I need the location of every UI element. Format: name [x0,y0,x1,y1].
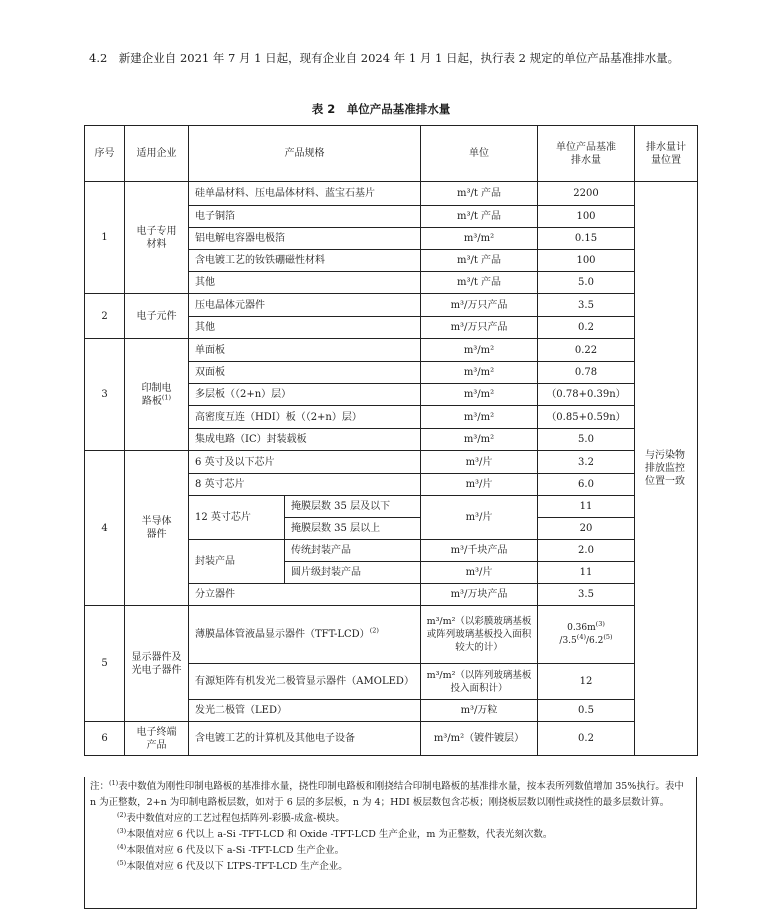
product-spec [189,606,421,664]
group-no: 5 [85,606,125,722]
product-unit: m³/片 [421,496,538,540]
product-spec: 其他 [189,272,421,294]
product-unit: m³/m²（镀件镀层） [421,722,538,756]
drain-value: 0.15 [538,228,635,250]
product-spec: 多层板（（2+n）层） [189,384,421,406]
product-spec-main: 12 英寸芯片 [189,496,285,540]
product-unit: m³/m² [421,362,538,384]
drain-value: 100 [538,250,635,272]
drain-value: 0.2 [538,317,635,339]
product-unit: m³/万只产品 [421,317,538,339]
product-spec: 8 英寸芯片 [189,474,421,496]
header-location: 排水量计量位置 [635,126,698,182]
drain-value: （0.78+0.39n） [538,384,635,406]
product-spec-sub: 掩膜层数 35 层以上 [285,518,421,540]
product-unit: m³/万只产品 [421,294,538,317]
product-unit: m³/t 产品 [421,206,538,228]
drain-value-a: 0.36m [567,622,596,633]
drain-value: 100 [538,206,635,228]
table-row [85,606,698,664]
note-5 [90,859,691,875]
product-spec: 单面板 [189,339,421,362]
footnote-mark: (3) [117,826,127,835]
footnote-mark: (4) [117,842,127,851]
note-2-text: 表中数值对应的工艺过程包括阵列-彩膜-成盒-模块。 [126,813,345,824]
drain-value: 11 [538,562,635,584]
drain-value: 3.5 [538,584,635,606]
drain-value: 3.5 [538,294,635,317]
product-spec: 其他 [189,317,421,339]
header-drain: 单位产品基准排水量 [538,126,635,182]
header-enterprise: 适用企业 [125,126,189,182]
product-unit: m³/千块产品 [421,540,538,562]
product-unit: m³/万块产品 [421,584,538,606]
group-enterprise: 显示器件及光电子器件 [125,606,189,722]
drain-value: 12 [538,664,635,700]
product-unit: m³/m² [421,228,538,250]
note-prefix: 注： [90,781,110,792]
product-unit: m³/片 [421,451,538,474]
table-row [85,339,698,362]
product-spec-text: 薄膜晶体管液晶显示器件（TFT-LCD） [195,629,370,640]
group-no: 2 [85,294,125,339]
product-spec: 发光二极管（LED） [189,700,421,722]
product-unit: m³/m²（以阵列玻璃基板投入面积计） [421,664,538,700]
group-no: 4 [85,451,125,606]
drain-value: 5.0 [538,429,635,451]
table-row [85,722,698,756]
footnote-ref: (4) [576,632,586,641]
drain-value: 0.5 [538,700,635,722]
drain-value: 6.0 [538,474,635,496]
product-spec: 电子铜箔 [189,206,421,228]
table-caption: 表 2 单位产品基准排水量 [311,102,451,116]
group-enterprise: 电子专用材料 [125,182,189,294]
product-unit: m³/片 [421,474,538,496]
table-header-row [85,126,698,182]
drain-value-c: /6.2 [586,635,604,646]
footnote-ref: (2) [369,626,379,635]
drain-value: 11 [538,496,635,518]
note-5-text: 本限值对应 6 代及以下 LTPS-TFT-LCD 生产企业。 [126,861,348,872]
product-spec-sub: 掩膜层数 35 层及以下 [285,496,421,518]
product-unit: m³/m²（以彩膜玻璃基板或阵列玻璃基板投入面积较大的计） [421,606,538,664]
footnote-ref: (3) [595,619,605,628]
drain-value: 0.22 [538,339,635,362]
product-spec: 含电镀工艺的计算机及其他电子设备 [189,722,421,756]
note-1 [90,779,691,811]
drain-value [538,606,635,664]
group-enterprise: 半导体器件 [125,451,189,606]
location-value [635,182,698,756]
group-enterprise-text: 印制电路板 [141,382,172,407]
product-spec: 压电晶体元器件 [189,294,421,317]
note-3-text: 本限值对应 6 代以上 a-Si -TFT-LCD 和 Oxide -TFT-LCD 生产企业，m 为正整数，代表光刻次数。 [126,829,553,840]
location-text: 与污染物排放监控位置一致 [645,450,685,487]
group-no: 6 [85,722,125,756]
product-spec-sub: 圆片级封装产品 [285,562,421,584]
product-unit: m³/m² [421,384,538,406]
header-unit: 单位 [421,126,538,182]
drain-value-b: /3.5 [559,635,577,646]
product-spec: 双面板 [189,362,421,384]
drain-value: 2200 [538,182,635,206]
drain-value: 2.0 [538,540,635,562]
note-4 [90,843,691,859]
header-no: 序号 [85,126,125,182]
note-3 [90,827,691,843]
product-spec: 含电镀工艺的钕铁硼磁性材料 [189,250,421,272]
drain-value: 0.2 [538,722,635,756]
product-unit: m³/片 [421,562,538,584]
footnote-ref: (5) [603,632,613,641]
product-unit: m³/t 产品 [421,272,538,294]
group-no: 3 [85,339,125,451]
drain-value: 5.0 [538,272,635,294]
footnote-ref: (1) [161,393,172,402]
product-spec: 高密度互连（HDI）板（（2+n）层） [189,406,421,429]
footnote-mark: (5) [117,858,127,867]
product-spec: 集成电路（IC）封装载板 [189,429,421,451]
note-1-text: 表中数值为刚性印制电路板的基准排水量，挠性印制电路板和刚挠结合印制电路板的基准排水量，按本表所列数值增加 35%执行。表中 n 为正整数，2+n 为印制电路板层数，如对于 6 层的多层板，n 为 4；HDI 板层数包含芯板；刚挠板层数以刚性或挠性的最多层数计算。 [90,781,684,808]
header-spec: 产品规格 [189,126,421,182]
group-enterprise [125,339,189,451]
product-unit: m³/m² [421,406,538,429]
clause-4-2-text: 4.2 新建企业自 2021 年 7 月 1 日起，现有企业自 2024 年 1 月 1 日起，执行表 2 规定的单位产品基准排水量。 [89,51,680,65]
group-enterprise: 电子终端产品 [125,722,189,756]
product-unit: m³/t 产品 [421,182,538,206]
product-spec: 铝电解电容器电极箔 [189,228,421,250]
drain-value: 20 [538,518,635,540]
drain-value: 0.78 [538,362,635,384]
product-unit: m³/m² [421,339,538,362]
table-row [85,294,698,317]
drain-value: （0.85+0.59n） [538,406,635,429]
drain-value: 3.2 [538,451,635,474]
product-spec: 硅单晶材料、压电晶体材料、蓝宝石基片 [189,182,421,206]
product-spec-main: 封装产品 [189,540,285,584]
group-no: 1 [85,182,125,294]
group-enterprise: 电子元件 [125,294,189,339]
product-unit: m³/m² [421,429,538,451]
drainage-table [84,125,698,756]
note-4-text: 本限值对应 6 代及以下 a-Si -TFT-LCD 生产企业。 [126,845,345,856]
product-spec: 6 英寸及以下芯片 [189,451,421,474]
footnote-mark: (2) [117,810,127,819]
product-unit: m³/万粒 [421,700,538,722]
table-row [85,182,698,206]
product-spec: 分立器件 [189,584,421,606]
product-spec-sub: 传统封装产品 [285,540,421,562]
footnote-mark: (1) [109,778,119,787]
product-spec: 有源矩阵有机发光二极管显示器件（AMOLED） [189,664,421,700]
note-2 [90,811,691,827]
table-notes [84,777,697,909]
table-row [85,451,698,474]
product-unit: m³/t 产品 [421,250,538,272]
